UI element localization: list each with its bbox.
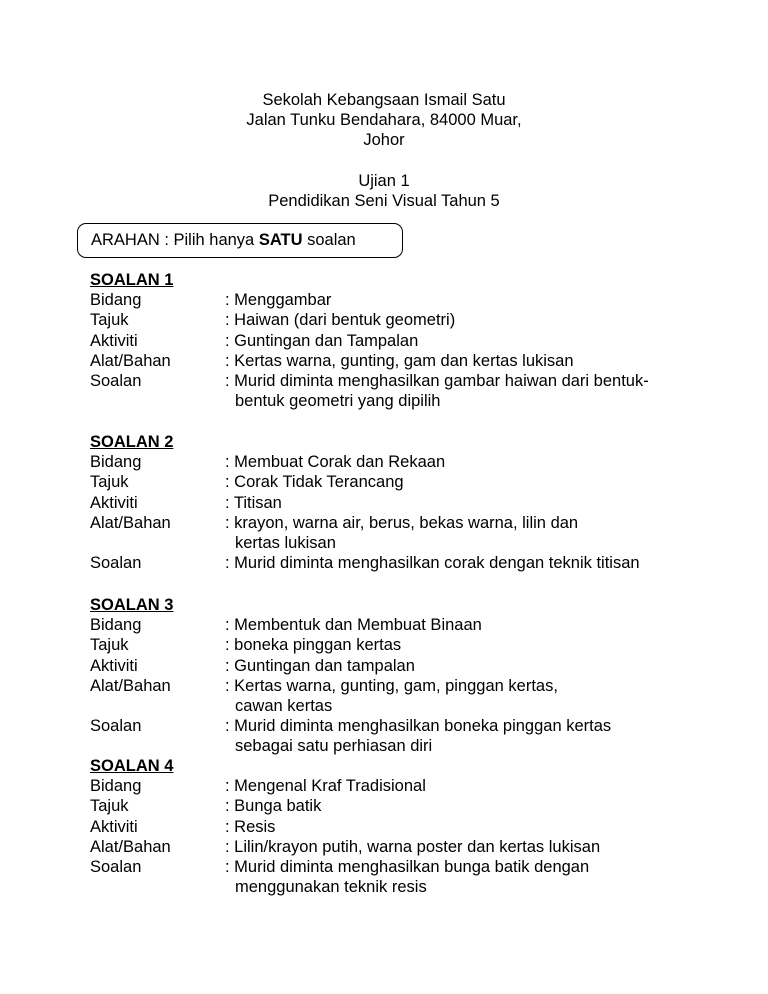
row-value: : Membentuk dan Membuat Binaan xyxy=(225,616,482,635)
row-label: Aktiviti xyxy=(90,331,138,350)
detail-row xyxy=(90,615,730,635)
school-state: Johor xyxy=(363,131,405,150)
row-label: Aktiviti xyxy=(90,493,138,512)
row-value: : Menggambar xyxy=(225,291,332,310)
detail-row xyxy=(90,472,730,492)
question-section-4 xyxy=(90,756,730,897)
detail-row xyxy=(90,656,730,676)
row-label: Alat/Bahan xyxy=(90,513,171,532)
section-title: SOALAN 4 xyxy=(90,757,174,775)
row-label: Alat/Bahan xyxy=(90,676,171,695)
detail-row xyxy=(90,331,730,351)
row-value: : Kertas warna, gunting, gam, pinggan kertas, xyxy=(225,676,558,695)
row-label: Soalan xyxy=(90,717,142,736)
question-section-2 xyxy=(90,432,730,573)
detail-row xyxy=(90,837,730,857)
row-label: Tajuk xyxy=(90,311,129,330)
row-value: : Mengenal Kraf Tradisional xyxy=(225,777,426,796)
row-value-continued: menggunakan teknik resis xyxy=(235,878,427,897)
detail-row xyxy=(90,513,730,553)
row-value-continued: kertas lukisan xyxy=(235,533,336,552)
detail-row xyxy=(90,310,730,330)
row-value-continued: bentuk geometri yang dipilih xyxy=(235,392,441,411)
row-value: : krayon, warna air, berus, bekas warna, lilin dan xyxy=(225,513,579,532)
row-value: : Titisan xyxy=(225,493,282,512)
row-value: : Murid diminta menghasilkan boneka pinggan kertas xyxy=(225,717,612,736)
detail-row xyxy=(90,290,730,310)
row-label: Bidang xyxy=(90,616,142,635)
instruction-prefix: ARAHAN : Pilih hanya xyxy=(91,231,259,249)
detail-row xyxy=(90,716,730,756)
row-label: Tajuk xyxy=(90,797,129,816)
detail-row xyxy=(90,351,730,371)
row-value: : Guntingan dan tampalan xyxy=(225,656,415,675)
exam-subject: Pendidikan Seni Visual Tahun 5 xyxy=(268,192,500,211)
row-value: : Membuat Corak dan Rekaan xyxy=(225,453,446,472)
row-value: : boneka pinggan kertas xyxy=(225,636,402,655)
detail-row xyxy=(90,676,730,716)
row-label: Aktiviti xyxy=(90,817,138,836)
school-name: Sekolah Kebangsaan Ismail Satu xyxy=(262,91,506,109)
instruction-suffix: soalan xyxy=(302,231,356,249)
row-value: : Corak Tidak Terancang xyxy=(225,473,404,492)
row-label: Bidang xyxy=(90,777,142,796)
row-label: Bidang xyxy=(90,453,142,472)
row-value-continued: cawan kertas xyxy=(235,696,333,715)
detail-row xyxy=(90,817,730,837)
row-label: Tajuk xyxy=(90,473,129,492)
section-title: SOALAN 1 xyxy=(90,271,174,289)
question-section-3 xyxy=(90,595,730,757)
row-value: : Resis xyxy=(225,817,276,836)
row-value: : Guntingan dan Tampalan xyxy=(225,331,419,350)
school-address: Jalan Tunku Bendahara, 84000 Muar, xyxy=(246,111,522,130)
row-label: Soalan xyxy=(90,858,142,876)
detail-row xyxy=(90,493,730,513)
section-title: SOALAN 3 xyxy=(90,596,174,614)
instruction-bold: SATU xyxy=(258,231,303,249)
row-value: : Murid diminta menghasilkan corak dengan teknik titisan xyxy=(225,554,640,573)
exam-title: Ujian 1 xyxy=(358,172,410,190)
row-label: Bidang xyxy=(90,291,142,310)
school-header xyxy=(0,90,768,151)
row-label: Aktiviti xyxy=(90,656,138,675)
row-value: : Murid diminta menghasilkan gambar haiwan dari bentuk- xyxy=(225,372,649,390)
section-title: SOALAN 2 xyxy=(90,433,174,451)
row-value: : Kertas warna, gunting, gam dan kertas lukisan xyxy=(225,351,574,370)
detail-row xyxy=(90,857,730,897)
row-label: Soalan xyxy=(90,554,142,573)
instruction-box xyxy=(77,223,403,258)
detail-row xyxy=(90,635,730,655)
row-value: : Murid diminta menghasilkan bunga batik dengan xyxy=(225,858,590,876)
detail-row xyxy=(90,776,730,796)
row-label: Soalan xyxy=(90,372,142,390)
detail-row xyxy=(90,452,730,472)
row-label: Alat/Bahan xyxy=(90,351,171,370)
exam-header xyxy=(0,171,768,211)
row-label: Alat/Bahan xyxy=(90,837,171,856)
row-value: : Haiwan (dari bentuk geometri) xyxy=(225,311,456,330)
question-section-1 xyxy=(90,270,730,411)
row-value: : Lilin/krayon putih, warna poster dan kertas lukisan xyxy=(225,837,601,856)
row-label: Tajuk xyxy=(90,636,129,655)
row-value: : Bunga batik xyxy=(225,797,322,816)
detail-row xyxy=(90,371,730,411)
detail-row xyxy=(90,553,730,573)
row-value-continued: sebagai satu perhiasan diri xyxy=(235,737,433,756)
detail-row xyxy=(90,796,730,816)
